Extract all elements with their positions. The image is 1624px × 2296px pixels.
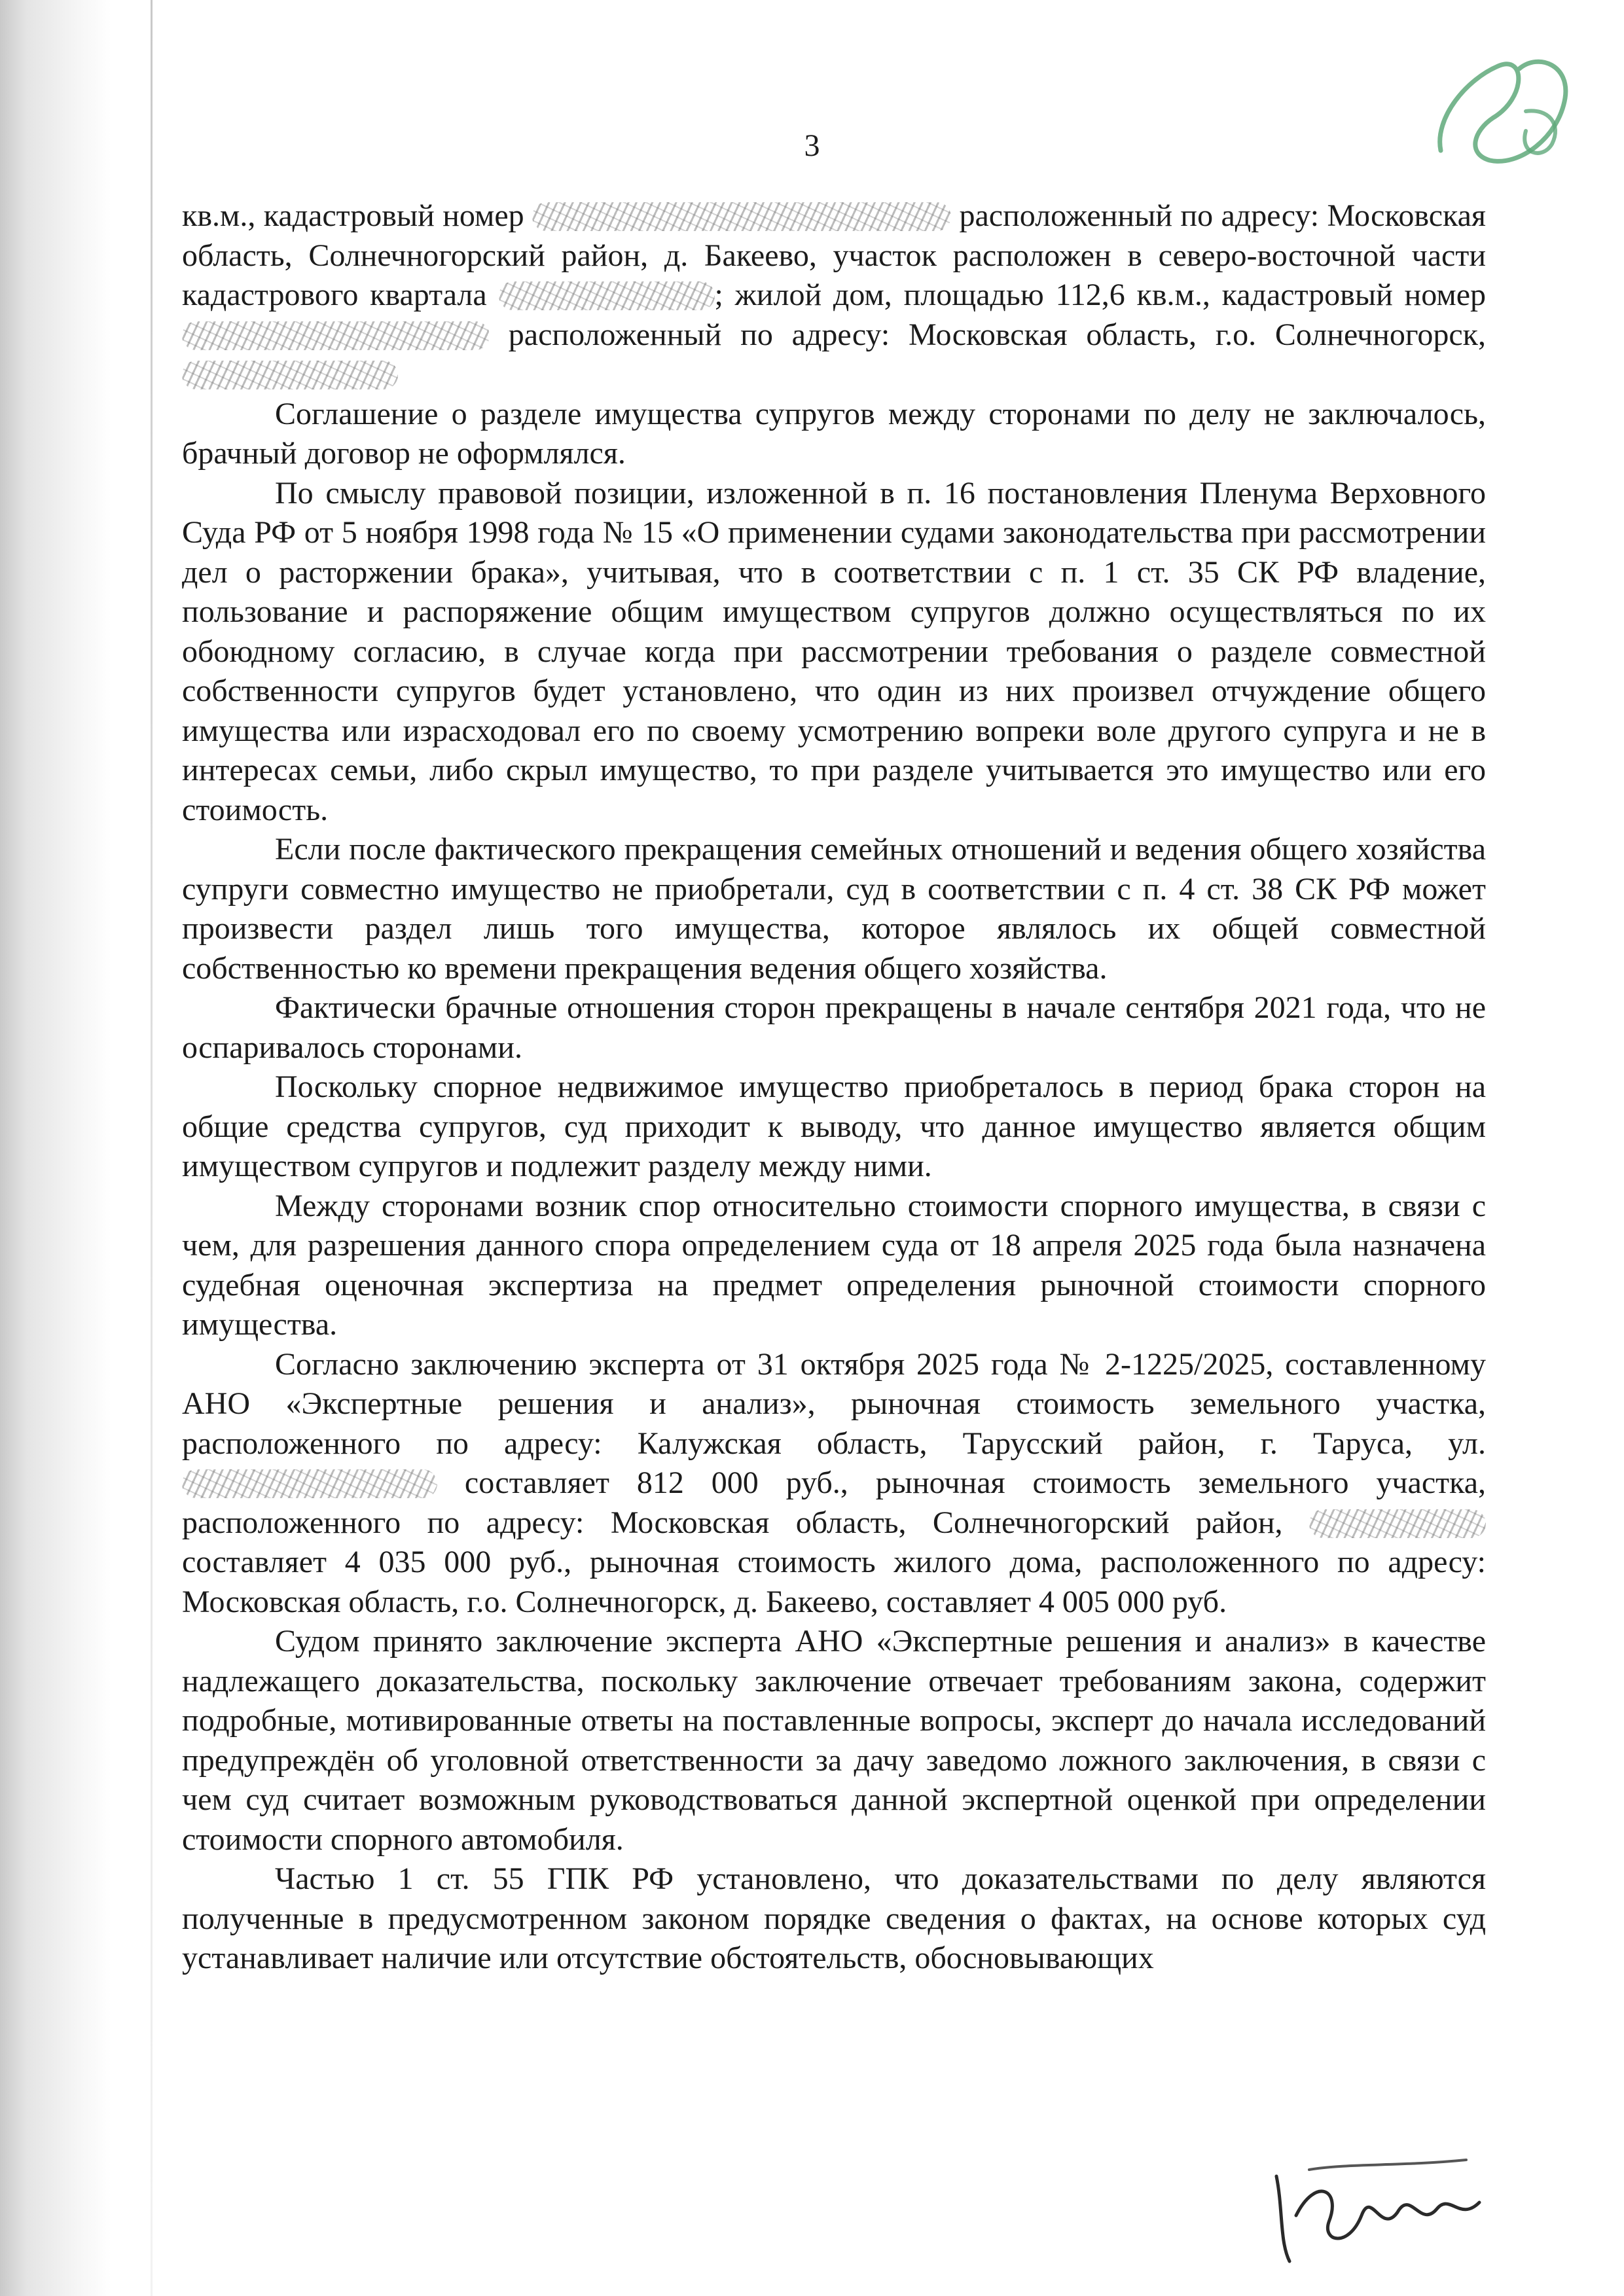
paragraph: [182, 1187, 1486, 1345]
paragraph-text: Поскольку спорное недвижимое имущество приобреталось в период брака сторон на общие средства супругов, суд приходит к выводу, что данное имущество является общим имуществом супругов и подлежит разделу между ними.: [182, 1069, 1486, 1183]
paragraph: [182, 395, 1486, 474]
paragraph: [182, 196, 1486, 395]
paragraph: [182, 1622, 1486, 1859]
redacted-text: [499, 281, 715, 310]
redacted-text: [532, 202, 951, 231]
paragraph-text: расположенный по адресу: Московская область, г.о. Солнечногорск,: [490, 317, 1486, 352]
scan-fold-line: [151, 0, 153, 2296]
paragraph-text: ; жилой дом, площадью 112,6 кв.м., кадастровый номер: [714, 278, 1487, 312]
paragraph: [182, 830, 1486, 988]
paragraph-text: Частью 1 ст. 55 ГПК РФ установлено, что доказательствами по делу являются полученные в предусмотренном законом порядке сведения о фактах, на основе которых суд устанавливает наличие или отсутствие обстоятельств, обосновывающих: [182, 1861, 1486, 1975]
paragraph: [182, 1345, 1486, 1623]
page-number: 3: [804, 128, 820, 163]
signature-mark: [1270, 2150, 1486, 2268]
paragraph: [182, 988, 1486, 1067]
paragraph-text: Если после фактического прекращения семейных отношений и ведения общего хозяйства супруги совместно имущество не приобретали, суд в соответствии с п. 4 ст. 38 СК РФ может произвести раздел лишь того имущества, которое являлось их общей совместной собственностью ко времени прекращения ведения общего хозяйства.: [182, 832, 1486, 986]
redacted-text: [1309, 1509, 1486, 1538]
paragraph: [182, 474, 1486, 831]
paragraph-text: составляет 812 000 руб., рыночная стоимость земельного участка, расположенного по адресу: Московская область, Солнечногорский район,: [182, 1465, 1486, 1540]
document-body: [182, 196, 1486, 1979]
paragraph-text: Между сторонами возник спор относительно стоимости спорного имущества, в связи с чем, для разрешения данного спора определением суда от 18 апреля 2025 года была назначена судебная оценочная экспертиза на предмет определения рыночной стоимости спорного имущества.: [182, 1188, 1486, 1342]
paragraph-text: По смыслу правовой позиции, изложенной в п. 16 постановления Пленума Верховного Суда РФ от 5 ноября 1998 года № 15 «О применении судами законодательства при рассмотрении дел о расторжении брака», учитывая, что в соответствии с п. 1 ст. 35 СК РФ владение, пользование и распоряжение общим имуществом супругов должно осуществляться по их обоюдному согласию, в случае когда при рассмотрении требования о разделе совместной собственности супругов будет установлено, что один из них произвел отчуждение общего имущества или израсходовал его по своему усмотрению вопреки воле другого супруга и не в интересах семьи, либо скрыл имущество, то при разделе учитывается это имущество или его стоимость.: [182, 475, 1486, 827]
paragraph-text: кв.м., кадастровый номер: [182, 198, 533, 233]
scan-edge-shadow: [0, 0, 111, 2296]
paragraph: [182, 1067, 1486, 1187]
paragraph-text: Согласно заключению эксперта от 31 октября 2025 года № 2-1225/2025, составленному АНО «Экспертные решения и анализ», рыночная стоимость земельного участка, расположенного по адресу: Калужская область, Тарусский район, г. Таруса, ул.: [182, 1346, 1486, 1461]
redacted-text: [182, 361, 398, 389]
paragraph-text: Соглашение о разделе имущества супругов между сторонами по делу не заключалось, брачный договор не оформлялся.: [182, 396, 1486, 471]
paragraph-text: Судом принято заключение эксперта АНО «Экспертные решения и анализ» в качестве надлежащего доказательства, поскольку заключение отвечает требованиям закона, содержит подробные, мотивированные ответы на поставленные вопросы, эксперт до начала исследований предупреждён об уголовной ответственности за дачу заведомо ложного заключения, в связи с чем суд считает возможным руководствоваться данной экспертной оценкой при определении стоимости спорного автомобиля.: [182, 1624, 1486, 1857]
paragraph: [182, 1859, 1486, 1979]
redacted-text: [182, 1469, 437, 1498]
redacted-text: [182, 321, 490, 350]
paragraph-text: Фактически брачные отношения сторон прекращены в начале сентября 2021 года, что не оспаривалось сторонами.: [182, 990, 1486, 1065]
paragraph-text: составляет 4 035 000 руб., рыночная стоимость жилого дома, расположенного по адресу: Московская область, г.о. Солнечногорск, д. Бакеево, составляет 4 005 000 руб.: [182, 1545, 1486, 1619]
paragraph-text: расположенный по адресу: Московская область, Солнечногорский район, д. Бакеево, участок расположен в северо-восточной части кадастрового квартала: [182, 198, 1487, 312]
